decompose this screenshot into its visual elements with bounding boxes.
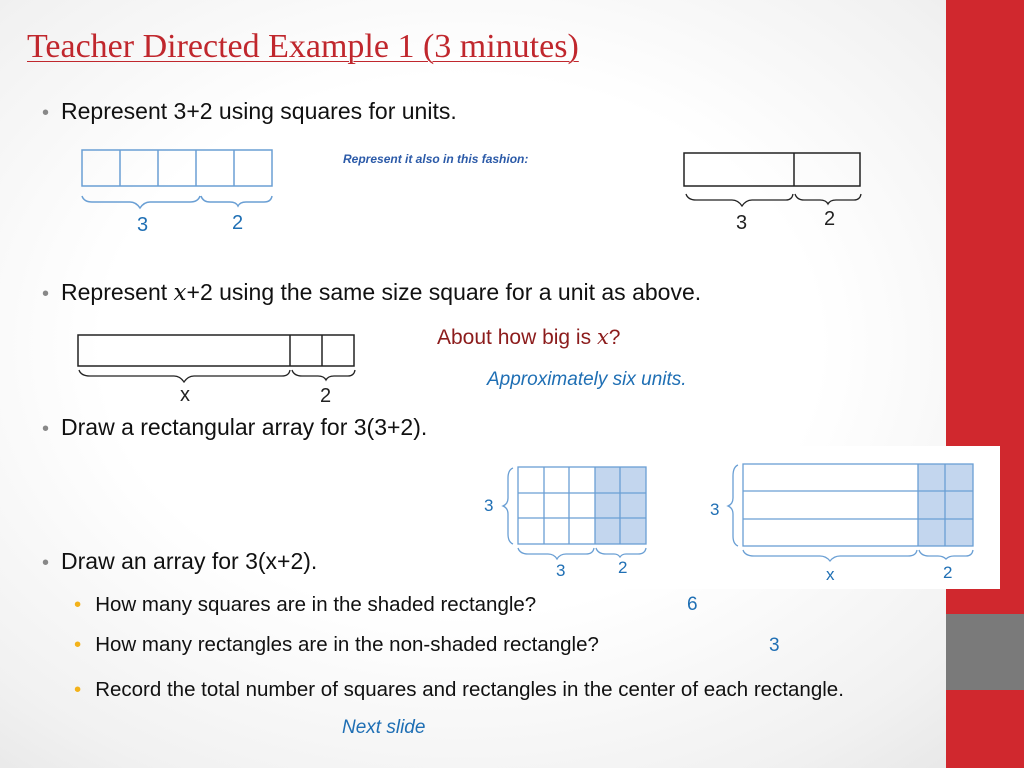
array-3-3-2-figure — [480, 462, 660, 582]
tape-label-x: x — [180, 384, 190, 406]
bullet-dot: • — [42, 283, 50, 305]
subbullet-text: How many rectangles are in the non-shaded rectangle? — [95, 633, 599, 656]
array-bottom-label-2: 2 — [618, 558, 628, 577]
subbullet-text: Record the total number of squares and rectangles in the center of each rectangle. — [95, 678, 844, 701]
answer-approx-six: Approximately six units. — [487, 369, 687, 390]
answer-nonshaded-rectangles: 3 — [769, 635, 780, 656]
bullet-text: Draw an array for 3(x+2). — [61, 548, 318, 574]
bullet-text-post: +2 using the same size square for a unit as above. — [186, 279, 702, 305]
squares-label-3: 3 — [137, 214, 149, 236]
slide-title: Teacher Directed Example 1 (3 minutes) — [27, 28, 579, 65]
subbullet-dot: • — [74, 593, 82, 616]
bullet-text: Represent 3+2 using squares for units. — [61, 98, 457, 124]
array-x-bottom-label-x: x — [826, 565, 835, 584]
bullet-text-pre: Represent — [61, 279, 174, 305]
bullet-represent-x-2 — [42, 279, 701, 306]
array-bottom-label-3: 3 — [556, 561, 566, 580]
subbullet-text: How many squares are in the shaded rectangle? — [95, 593, 537, 616]
bullet-dot: • — [42, 552, 50, 574]
represent-fashion-caption: Represent it also in this fashion: — [343, 152, 529, 166]
squares-label-2: 2 — [232, 212, 244, 234]
subbullet-nonshaded-rectangles — [74, 633, 599, 657]
subbullet-dot: • — [74, 633, 82, 656]
bullet-draw-array-3-3-2 — [42, 414, 427, 441]
question-how-big-x — [437, 325, 620, 350]
question-pre: About how big is — [437, 326, 597, 349]
array-x-bottom-label-2: 2 — [943, 563, 953, 582]
question-post: ? — [608, 326, 621, 349]
question-math-x: x — [596, 325, 609, 349]
bullet-draw-array-3-x-2 — [42, 548, 317, 575]
tape-diagram-3-2 — [680, 150, 870, 230]
bullet-dot: • — [42, 418, 50, 440]
bullet-dot: • — [42, 102, 50, 124]
subbullet-record-total — [74, 674, 894, 706]
next-slide-note: Next slide — [342, 717, 426, 738]
bullet-text: Draw a rectangular array for 3(3+2). — [61, 414, 428, 440]
squares-row-figure — [70, 140, 290, 250]
bullet-represent-3-2 — [42, 98, 457, 125]
array-side-label-3: 3 — [484, 496, 494, 515]
subbullet-shaded-squares — [74, 593, 536, 617]
math-x: x — [173, 280, 187, 306]
subbullet-dot: • — [74, 678, 82, 701]
tape-label-3: 3 — [736, 212, 748, 234]
sidebar-accent-gray — [946, 614, 1024, 690]
tape-label-2b: 2 — [320, 385, 332, 407]
array-x-side-label-3: 3 — [710, 500, 720, 519]
tape-label-2: 2 — [824, 208, 836, 230]
answer-shaded-squares: 6 — [687, 594, 698, 615]
